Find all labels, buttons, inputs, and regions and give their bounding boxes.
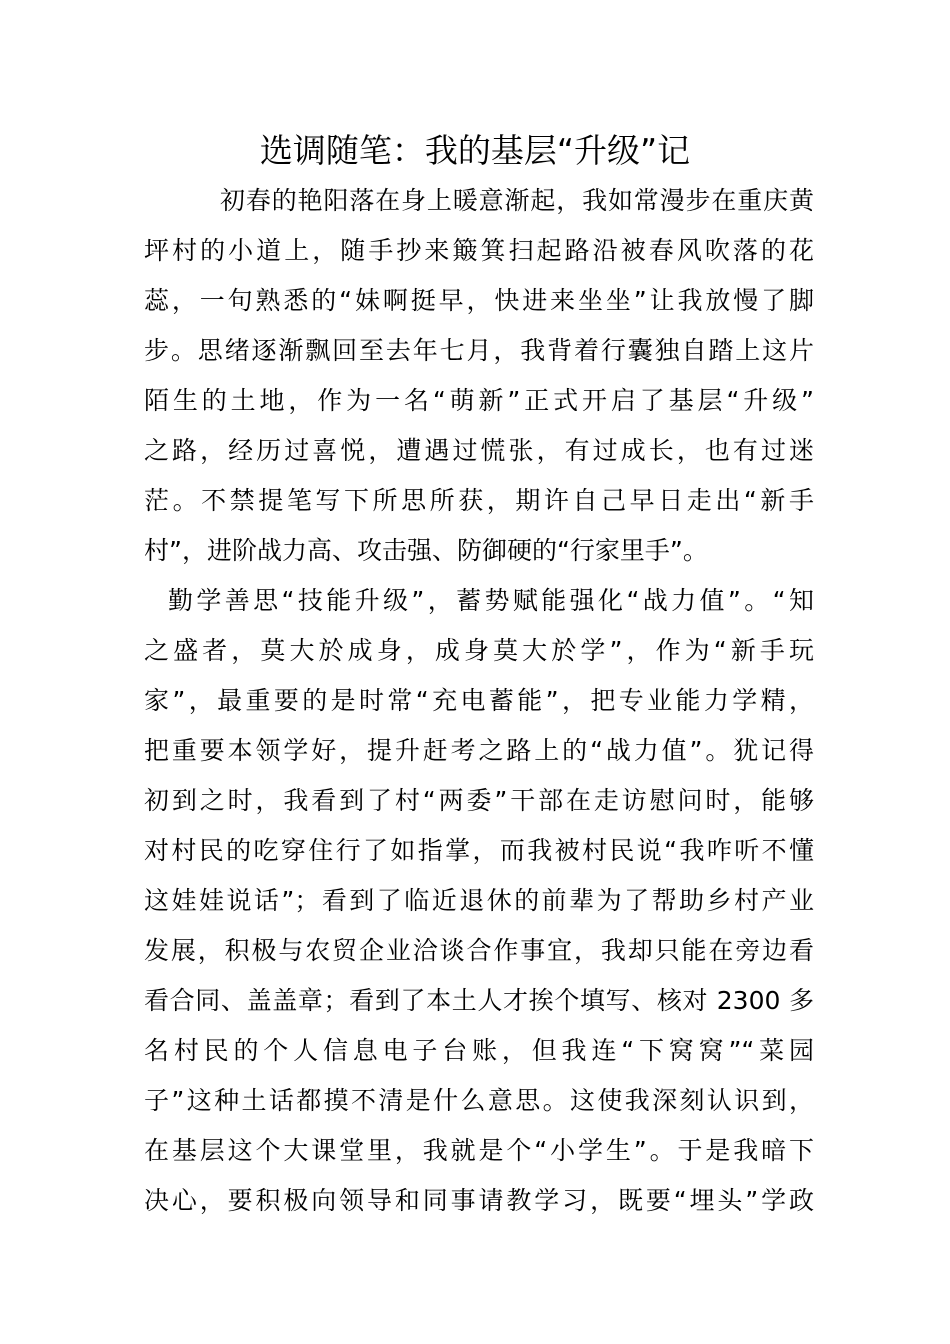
paragraph-line: 这娃娃说话”；看到了临近退休的前辈为了帮助乡村产业 — [144, 886, 814, 915]
paragraph-2 — [144, 576, 814, 1226]
paragraph-line: 陌生的土地，作为一名“萌新”正式开启了基层“升级” — [144, 386, 814, 415]
paragraph-line: 初春的艳阳落在身上暖意渐起，我如常漫步在重庆黄 — [220, 186, 814, 215]
paragraph-line: 之路，经历过喜悦，遭遇过慌张，有过成长，也有过迷 — [144, 436, 814, 465]
paragraph-line: 在基层这个大课堂里，我就是个“小学生”。于是我暗下 — [144, 1136, 814, 1165]
paragraph-line: 勤学善思“技能升级”，蓄势赋能强化“战力值”。“知 — [168, 586, 814, 615]
paragraph-line: 茫。不禁提笔写下所思所获，期许自己早日走出“新手 — [144, 486, 814, 515]
paragraph-line: 初到之时，我看到了村“两委”干部在走访慰问时，能够 — [144, 786, 814, 815]
paragraph-1 — [144, 176, 814, 576]
paragraph-line: 对村民的吃穿住行了如指掌，而我被村民说“我咋听不懂 — [144, 836, 814, 865]
paragraph-line: 决心，要积极向领导和同事请教学习，既要“埋头”学政 — [144, 1186, 814, 1215]
document-title: 选调随笔：我的基层“升级”记 — [259, 131, 691, 170]
paragraph-line: 坪村的小道上，随手抄来簸箕扫起路沿被春风吹落的花 — [144, 236, 814, 265]
paragraph-line: 看合同、盖盖章；看到了本土人才挨个填写、核对 2300 多 — [144, 986, 814, 1015]
paragraph-line: 之盛者，莫大於成身，成身莫大於学”，作为“新手玩 — [144, 636, 814, 665]
paragraph-line: 发展，积极与农贸企业洽谈合作事宜，我却只能在旁边看 — [144, 936, 814, 965]
paragraph-line: 家”，最重要的是时常“充电蓄能”，把专业能力学精， — [144, 686, 814, 715]
paragraph-line: 把重要本领学好，提升赶考之路上的“战力值”。犹记得 — [144, 736, 814, 765]
paragraph-line: 蕊，一句熟悉的“妹啊挺早，快进来坐坐”让我放慢了脚 — [144, 286, 814, 315]
paragraph-line: 子”这种土话都摸不清是什么意思。这使我深刻认识到， — [144, 1086, 814, 1115]
paragraph-line: 村”，进阶战力高、攻击强、防御硬的“行家里手”。 — [144, 536, 708, 565]
paragraph-line: 步。思绪逐渐飘回至去年七月，我背着行囊独自踏上这片 — [144, 336, 814, 365]
paragraph-line: 名村民的个人信息电子台账，但我连“下窝窝”“菜园 — [144, 1036, 814, 1065]
